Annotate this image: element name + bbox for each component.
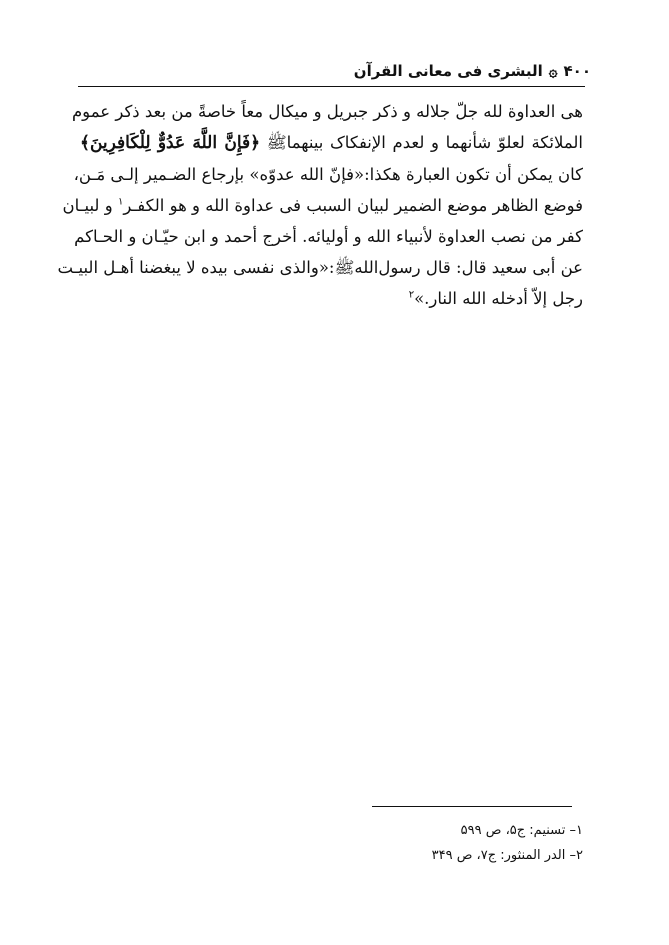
page-header — [78, 58, 591, 84]
text-line-7-content: رجل إلاّ أدخله الله النار.» — [414, 289, 583, 308]
main-text — [57, 96, 583, 314]
footnote-divider — [372, 806, 572, 807]
header-divider — [78, 86, 585, 87]
footnote-ref-1: ۱ — [117, 196, 124, 208]
text-line-3: کان یمکن أن تکون العبارة هکذا:«فإنّ الله عدوّه» بإرجاع الضـمیر إلـی مَـن، — [73, 165, 583, 184]
footnote-ref-2: ۲ — [408, 289, 415, 301]
ornament-icon: ۞ — [548, 61, 558, 80]
footnotes — [80, 818, 583, 868]
book-title: البشری فی معانی القرآن — [353, 62, 543, 80]
text-line-1: هی العداوة لله جلّ جلاله و ذکر جبریل و میکال معاً خاصةً من بعد ذکر عموم — [71, 102, 583, 121]
text-line-4 — [62, 190, 583, 221]
text-line-2 — [80, 127, 583, 159]
quran-quote: ﴿فَإِنَّ اللَّهَ عَدُوٌّ لِلْكَافِرِينَ﴾ — [80, 133, 261, 153]
footnote-1: ۱– تسنیم: ج۵، ص ۵۹۹ — [460, 823, 583, 838]
text-line-2-content: الملائکة لعلوّ شأنهما و لعدم الإنفکاک بینهماﷺ — [266, 133, 583, 152]
text-line-4-content: فوضع الظاهر موضع الضمیر لبیان السبب فی عداوة الله و هو الکفـر — [123, 196, 583, 215]
page-number: ۴۰۰ — [563, 62, 591, 80]
footnote-2: ۲– الدر المنثور: ج۷، ص ۳۴۹ — [431, 848, 583, 863]
text-line-7 — [80, 283, 583, 314]
text-line-6: عن أبی سعید قال: قال رسول‌اللهﷺ:«والذی نفسی بیده لا یبغضنا أهـل البیـت — [57, 258, 583, 277]
text-line-4-end: و لبیـان — [62, 196, 113, 215]
text-line-5: کفر من نصب العداوة لأنبیاء الله و أولیائه. أخرج أحمد و ابن حیّـان و الحـاکم — [74, 227, 583, 246]
